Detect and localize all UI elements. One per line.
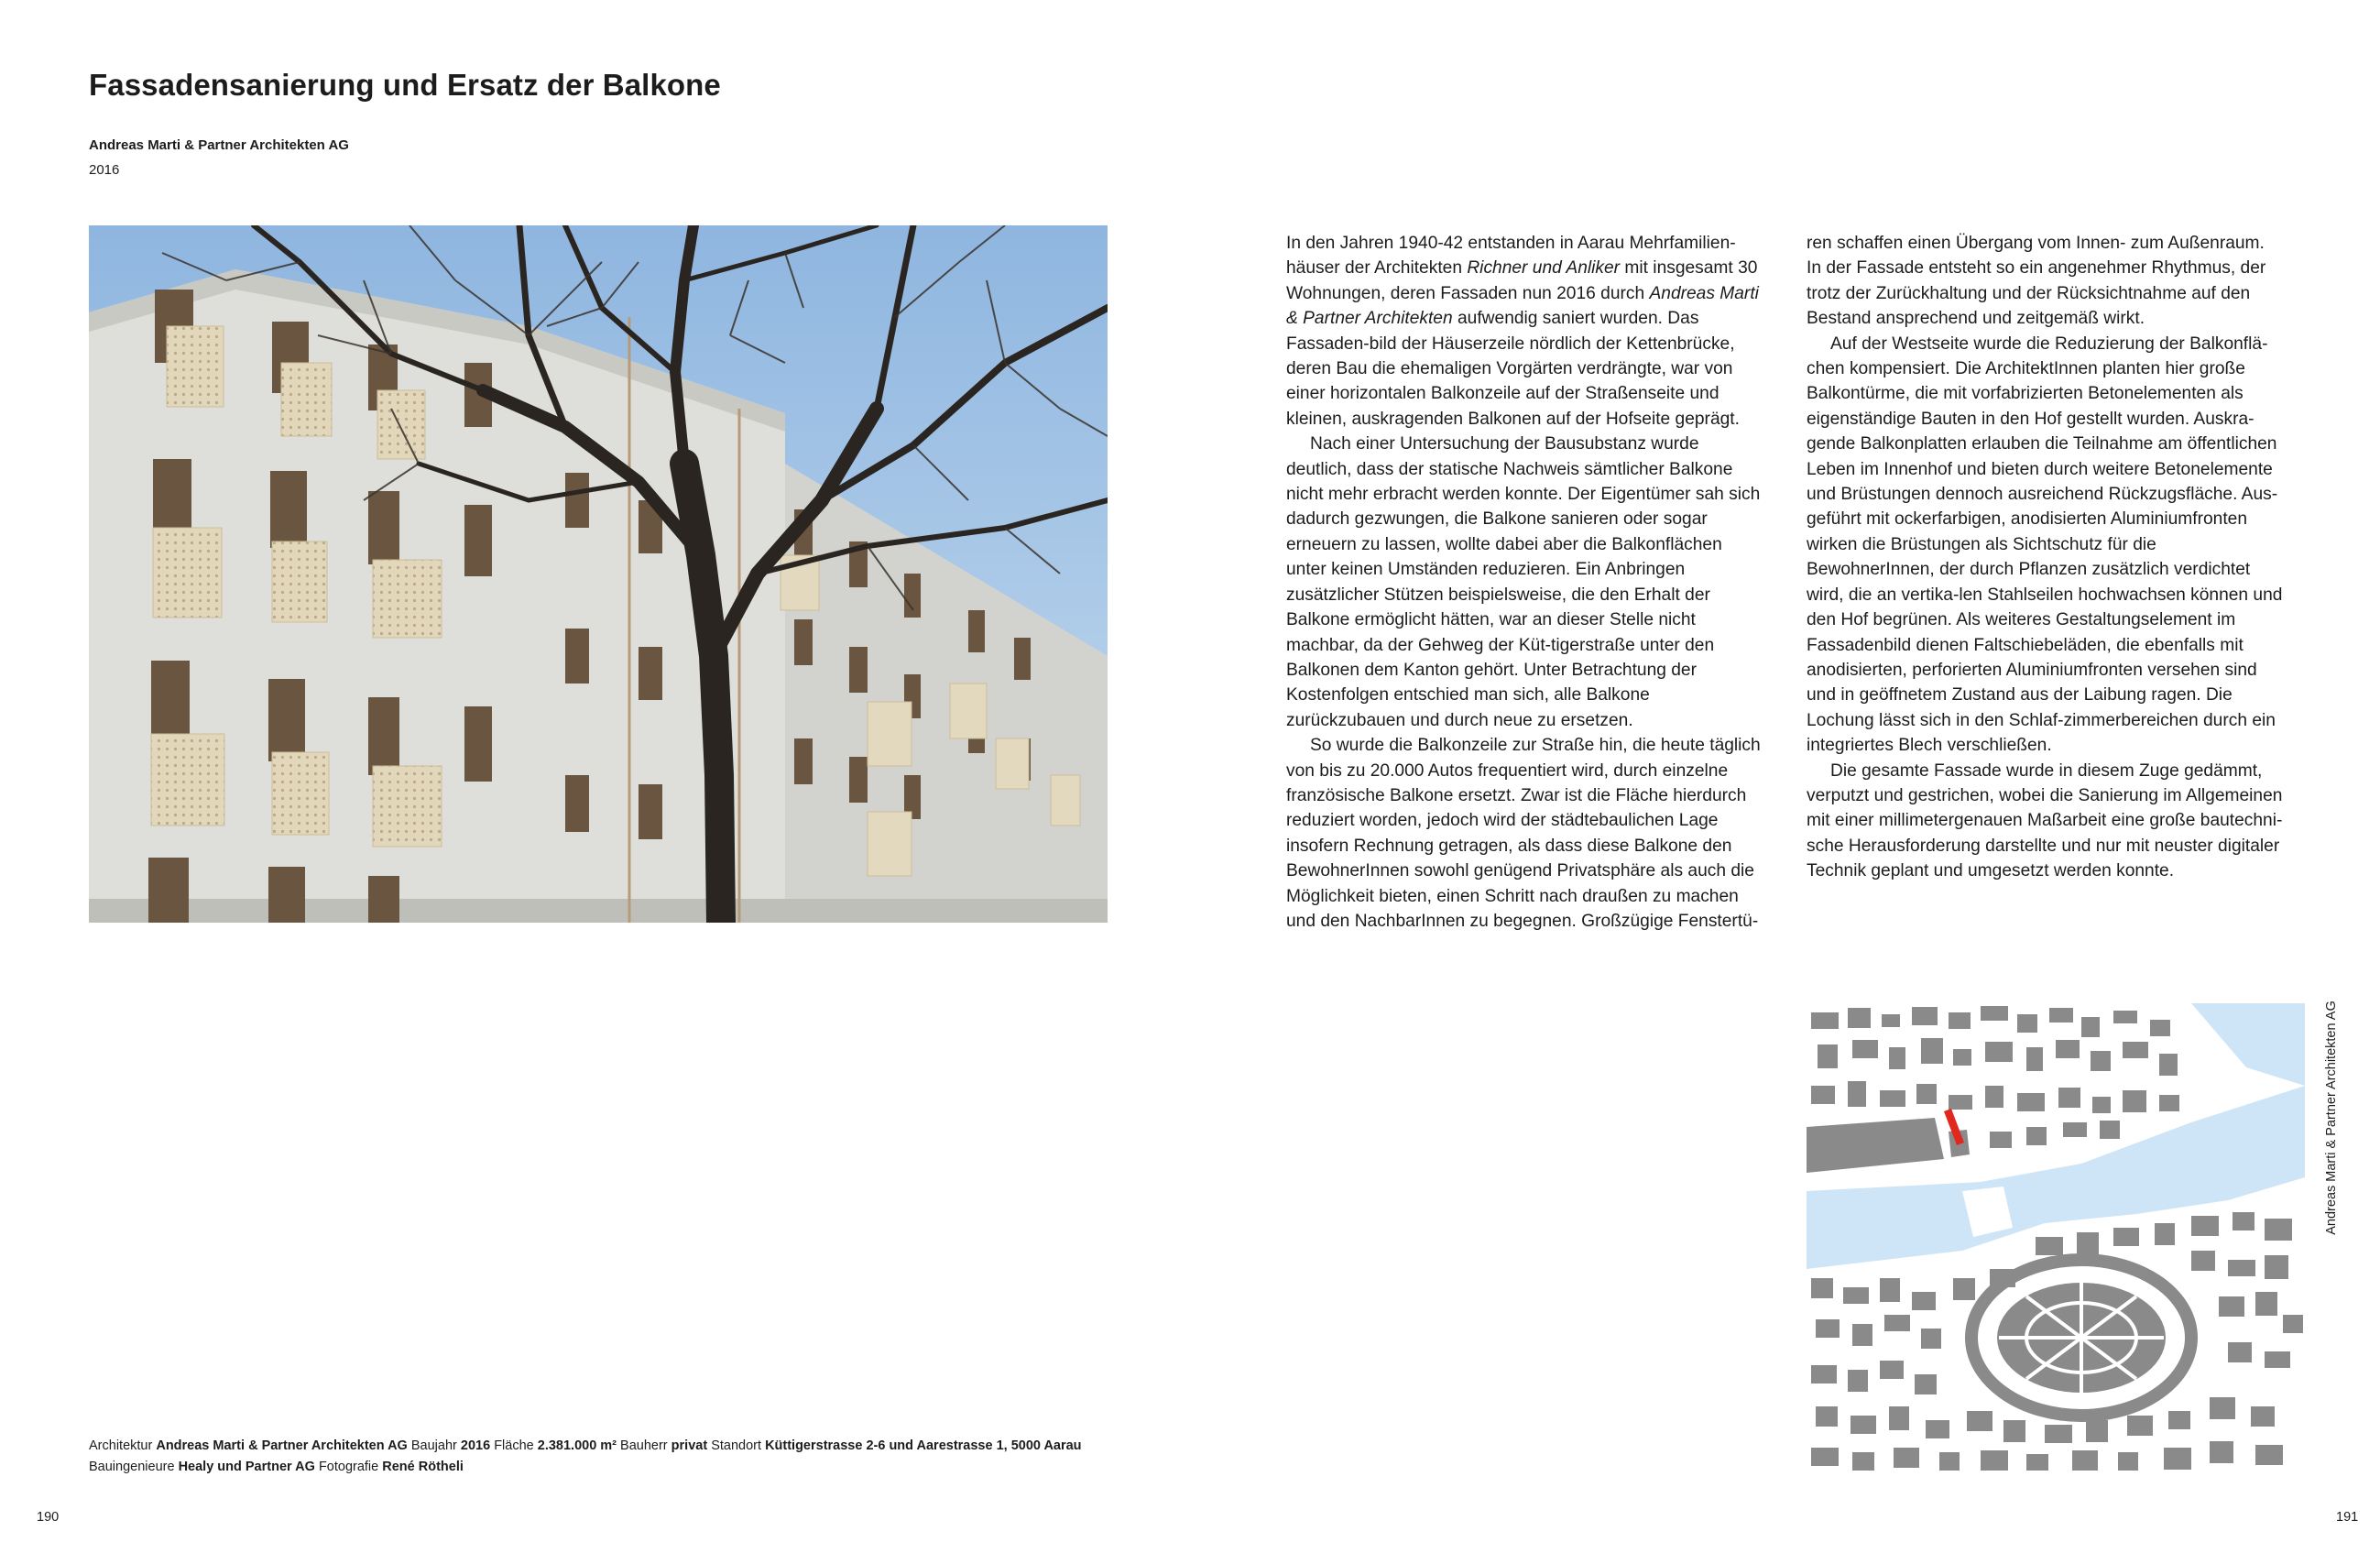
credit-label: Bauingenieure [89,1460,175,1474]
text-run: In den Jahren 1940-42 entstanden in Aarau Mehrfamilien-häuser der Architekten [1286,234,1736,279]
body-paragraph: ren schaffen einen Übergang vom Innen- zum Außenraum. In der Fassade entsteht so ein angenehmer Rhythmus, der trotz der Zurückhaltung und der Rücksichtnahme auf den Bestand ansprechend und zeitgemäß wirkt. [1807,234,2266,329]
page-number-left: 190 [37,1510,60,1525]
credit-value: privat [671,1438,708,1453]
credit-value: 2016 [460,1438,491,1453]
credit-label: Architektur [89,1438,153,1453]
body-paragraph: Auf der Westseite wurde die Reduzierung der Balkonflä-chen kompensiert. Die ArchitektInnen planten hier große Balkontürme, die mit vorfabrizierten Betonelementen als eigenständige Bauten in den Hof gestellt wurden. Auskra-gende Balkonplatten erlauben die Teilnahme am öffentlichen Leben im Innenhof und bieten durch weitere Betonelemente und Brüstungen dennoch ausreichend Rückzugsfläche. Aus-geführt mit ockerfarbigen, anodisierten Aluminiumfronten wirken die Brüstungen als Sichtschutz für die BewohnerInnen, der durch Pflanzen zusätzlich verdichtet wird, die an vertika-len Stahlseilen hochwachsen können und den Hof begrünen. Als weiteres Gestaltungselement im Fassadenbild dienen Faltschiebeläden, die ebenfalls mit anodisierten, perforierten Aluminiumfronten versehen sind und in geöffnetem Zustand aus der Laibung ragen. Die Lochung lässt sich in den Schlaf-zimmerbereichen durch ein integriertes Blech verschließen. [1807,334,2283,756]
credit-label: Bauherr [620,1438,668,1453]
emphasis-text: Andreas Marti & Partner Architekten [1286,283,1759,329]
project-credits [89,1436,1082,1478]
credit-value: Healy und Partner AG [178,1460,315,1474]
credits-line-1 [89,1436,1082,1457]
emphasis-text: Richner und Anliker [1467,258,1621,279]
body-column-right [1807,231,2283,884]
credit-value: René Rötheli [382,1460,464,1474]
credit-label: Fläche [494,1438,534,1453]
page-title: Fassadensanierung und Ersatz der Balkone [89,68,721,102]
text-run: mit insgesamt 30 Wohnungen, deren Fassaden nun 2016 durch [1286,258,1758,303]
credit-label: Standort [711,1438,762,1453]
text-run: aufwendig saniert wurden. Das Fassaden-bild der Häuserzeile nördlich der Kettenbrücke, deren Bau die ehemaligen Vorgärten verdrängte, war von einer horizontalen Balkonzeile auf der Straßenseite und kleinen, auskragenden Balkonen auf der Hofseite geprägt. [1286,309,1740,429]
page-number-right: 191 [2336,1510,2359,1525]
site-plan-map [1807,1003,2305,1473]
vertical-architect-label: Andreas Marti & Partner Architekten AG [2324,1001,2339,1235]
body-paragraph: Nach einer Untersuchung der Bausubstanz wurde deutlich, dass der statische Nachweis sämtlicher Balkone nicht mehr erbracht werden konnte. Der Eigentümer sah sich dadurch gezwungen, die Balkone sanieren oder sogar erneuern zu lassen, wollte dabei aber die Balkonflächen unter keinen Umständen reduzieren. Ein Anbringen zusätzlicher Stützen beispielsweise, die den Erhalt der Balkone ermöglicht hätten, war an dieser Stelle nicht machbar, da der Gehweg der Küt-tigerstraße unter den Balkonen dem Kanton gehört. Unter Betrachtung der Kostenfolgen entschied man sich, alle Balkone zurückzubauen und durch neue zu ersetzen. [1286,434,1761,730]
credit-label: Fotografie [318,1460,379,1474]
credit-label: Baujahr [410,1438,457,1453]
body-paragraph [1286,231,1763,432]
credit-value: 2.381.000 m² [537,1438,617,1453]
credits-line-2 [89,1457,1082,1478]
body-column-left [1286,231,1763,934]
project-year: 2016 [89,162,120,178]
body-paragraph: So wurde die Balkonzeile zur Straße hin, die heute täglich von bis zu 20.000 Autos frequentiert wird, durch einzelne französische Balkone ersetzt. Zwar ist die Fläche hierdurch reduziert worden, jedoch wird der städtebaulichen Lage insofern Rechnung getragen, als dass diese Balkone den BewohnerInnen sowohl genügend Privatsphäre als auch die Möglichkeit bieten, einen Schritt nach draußen zu machen und den NachbarInnen zu begegnen. Großzügige Fenstertü- [1286,736,1761,931]
architect-name: Andreas Marti & Partner Architekten AG [89,137,349,153]
body-paragraph: Die gesamte Fassade wurde in diesem Zuge gedämmt, verputzt und gestrichen, wobei die Sanierung im Allgemeinen mit einer millimetergenauen Maßarbeit eine große bautechni-sche Herausforderung darstellte und nur mit neuster digitaler Technik geplant und umgesetzt werden konnte. [1807,760,2283,881]
credit-value: Andreas Marti & Partner Architekten AG [156,1438,408,1453]
credit-value: Küttigerstrasse 2-6 und Aarestrasse 1, 5000 Aarau [765,1438,1082,1453]
facade-photo [89,225,1108,923]
